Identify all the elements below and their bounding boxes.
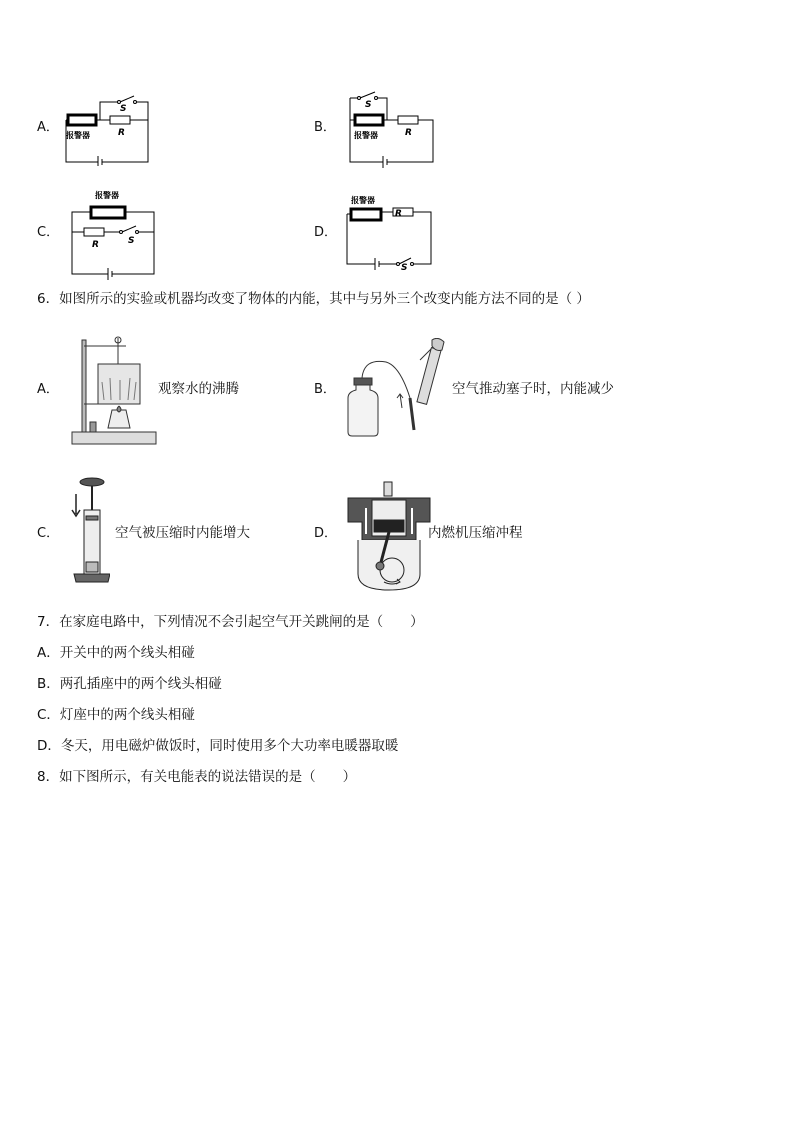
q5-c-resistor-label: R <box>92 240 99 250</box>
q5-option-d-letter: D． <box>314 225 338 240</box>
q5-option-a-circuit <box>60 90 160 166</box>
q6-option-c-caption: 空气被压缩时内能增大 <box>115 525 250 541</box>
q5-option-c-circuit <box>66 186 160 280</box>
q6-option-a-letter: A． <box>37 382 59 397</box>
q5-c-alarm-label: 报警器 <box>95 191 119 200</box>
q7-stem: 7．在家庭电路中，下列情况不会引起空气开关跳闸的是（ ） <box>37 614 424 630</box>
q5-d-resistor-label: R <box>395 209 402 219</box>
q8-stem: 8．如下图所示，有关电能表的说法错误的是（ ） <box>37 769 357 785</box>
q5-option-b-letter: B． <box>314 120 336 135</box>
q7-option-b: B．两孔插座中的两个线头相碰 <box>37 676 222 692</box>
q6-option-b-caption: 空气推动塞子时，内能减少 <box>452 381 614 397</box>
q5-d-resistor-label-wrap <box>395 206 415 220</box>
q6-option-b-bottle-pump-figure <box>340 338 450 438</box>
q6-option-d-caption: 内燃机压缩冲程 <box>428 525 523 541</box>
q5-option-b-circuit <box>345 86 440 168</box>
q5-a-alarm-label: 报警器 <box>66 131 90 140</box>
q5-c-switch-label: S <box>128 236 135 246</box>
q6-stem: 6．如图所示的实验或机器均改变了物体的内能，其中与另外三个改变内能方法不同的是（ ） <box>37 291 590 307</box>
q5-a-switch-label: S <box>120 104 127 114</box>
q6-option-a-beaker-stand-figure <box>70 334 160 448</box>
q5-d-switch-label: S <box>401 263 408 270</box>
q5-d-alarm-label: 报警器 <box>351 196 375 205</box>
q5-a-resistor-label: R <box>118 128 125 138</box>
q6-option-c-compression-cylinder-figure <box>66 476 110 586</box>
q5-b-alarm-label: 报警器 <box>354 131 378 140</box>
q6-option-d-letter: D． <box>314 526 338 541</box>
q7-option-a: A．开关中的两个线头相碰 <box>37 645 195 661</box>
q6-option-d-engine-figure <box>344 478 434 592</box>
q5-b-switch-label: S <box>365 100 372 110</box>
q6-option-c-letter: C． <box>37 526 60 541</box>
q5-option-a-letter: A． <box>37 120 59 135</box>
q7-option-d: D．冬天，用电磁炉做饭时，同时使用多个大功率电暖器取暖 <box>37 738 399 754</box>
q6-option-a-caption: 观察水的沸腾 <box>158 381 239 397</box>
q7-option-c: C．灯座中的两个线头相碰 <box>37 707 195 723</box>
q5-option-c-letter: C． <box>37 225 60 240</box>
q5-b-resistor-label: R <box>405 128 412 138</box>
q6-option-b-letter: B． <box>314 382 336 397</box>
q5-option-d-circuit <box>345 190 435 270</box>
